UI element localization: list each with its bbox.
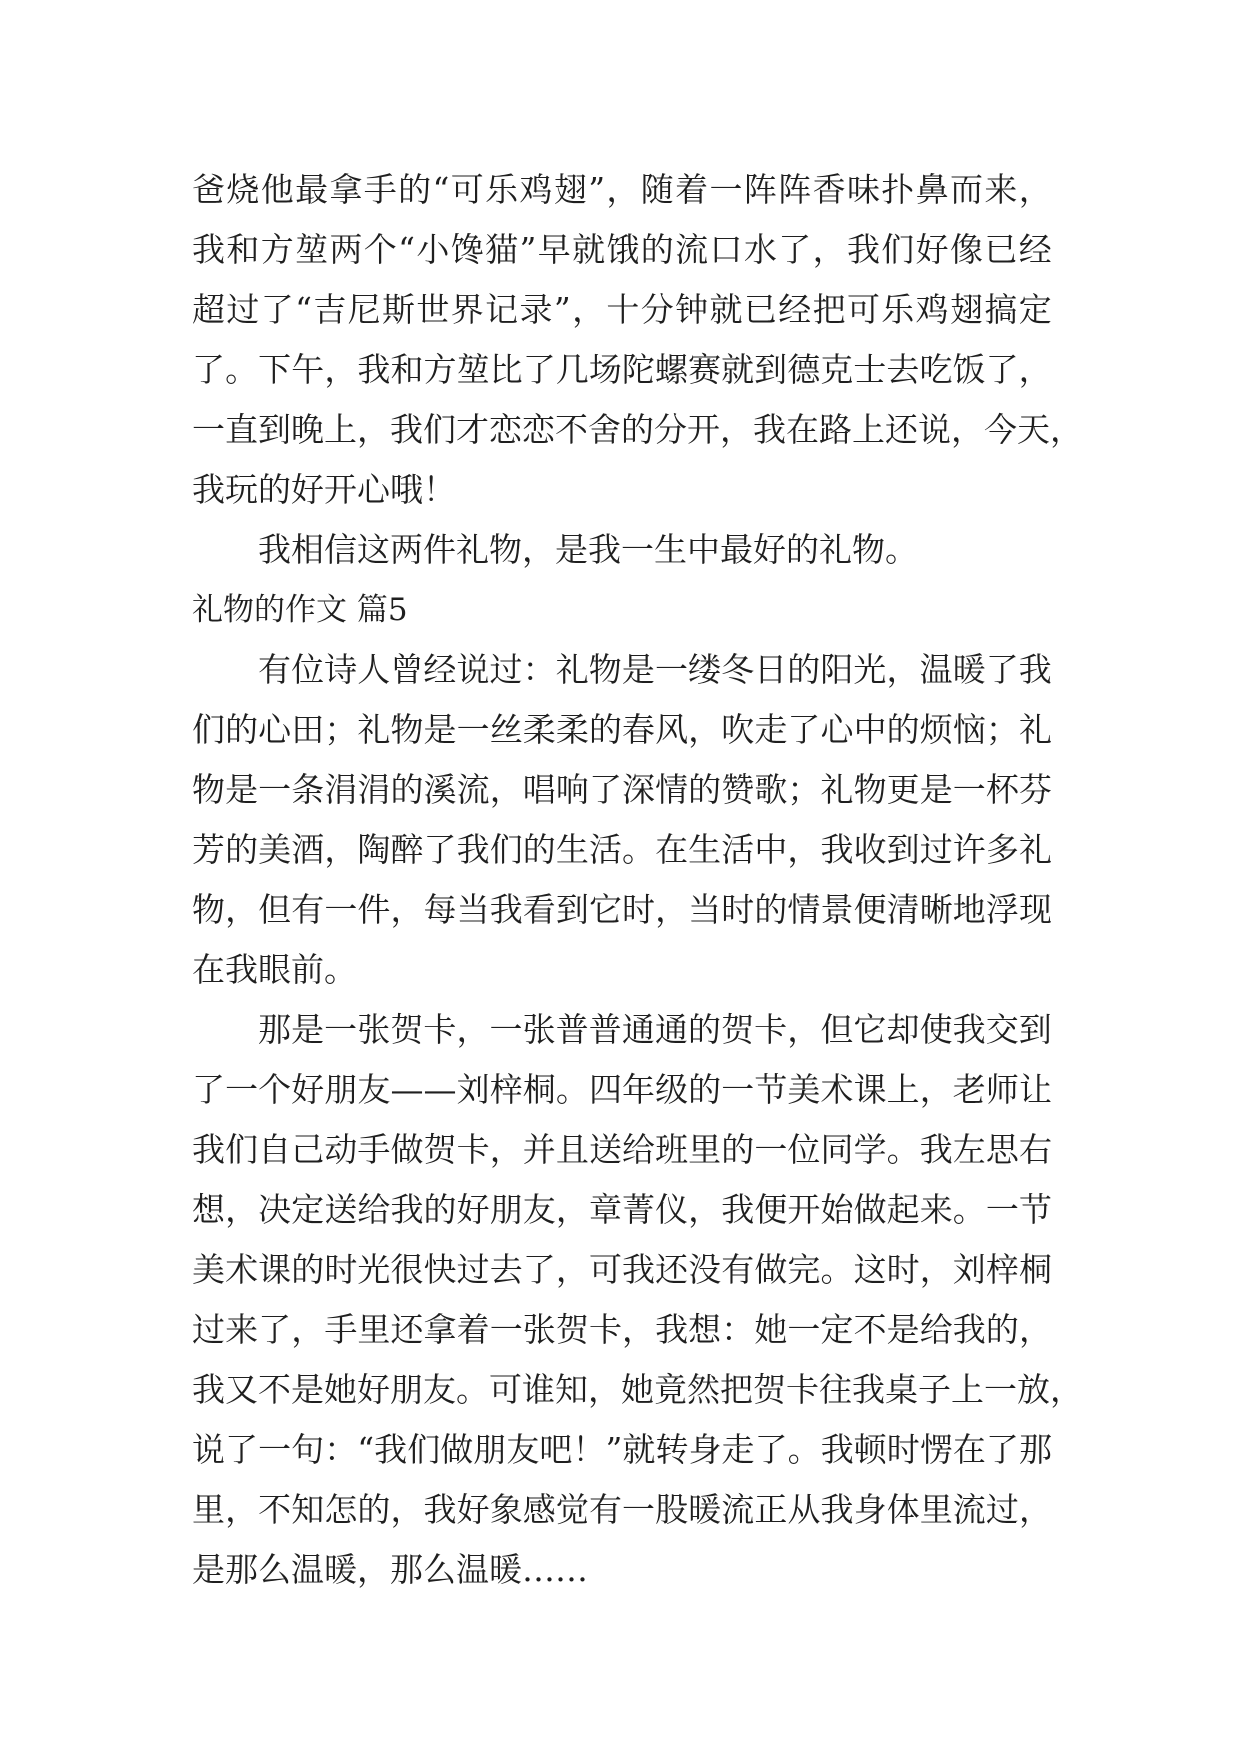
text-line: 我相信这两件礼物，是我一生中最好的礼物。 (258, 530, 918, 569)
text-line: 了 。 下 午 ， 我 和 方 堃 比 了 几 场 陀 螺 赛 就 到 德 克 士 去 吃 饭 了 ， (192, 350, 1052, 389)
text-line: 一 直 到 晚 上 ， 我 们 才 恋 恋 不 舍 的 分 开 ， 我 在 路 上 还 说 ， 今 天 ， (192, 410, 1083, 449)
text-line: 我玩的好开心哦！ (192, 470, 456, 509)
text-line: 想 ， 决 定 送 给 我 的 好 朋 友 ， 章 菁 仪 ， 我 便 开 始 做 起 来 。 一 节 (192, 1190, 1052, 1229)
text-line: 里 ， 不 知 怎 的 ， 我 好 象 感 觉 有 一 股 暖 流 正 从 我 身 体 里 流 过 ， (192, 1490, 1052, 1529)
paragraph (192, 1000, 1083, 1600)
paragraph (192, 160, 1083, 520)
text-line: 过 来 了 ， 手 里 还 拿 着 一 张 贺 卡 ， 我 想 ： 她 一 定 不 是 给 我 的 ， (192, 1310, 1052, 1349)
text-line: 在我眼前。 (192, 950, 357, 989)
text-line: 我 们 自 己 动 手 做 贺 卡 ， 并 且 送 给 班 里 的 一 位 同 学 。 我 左 思 右 (192, 1130, 1052, 1169)
text-line: 物 ， 但 有 一 件 ， 每 当 我 看 到 它 时 ， 当 时 的 情 景 便 清 晰 地 浮 现 (192, 890, 1052, 929)
text-line: 我 又 不 是 她 好 朋 友 。 可 谁 知 ， 她 竟 然 把 贺 卡 往 我 桌 子 上 一 放 ， (192, 1370, 1083, 1409)
text-line: 有 位 诗 人 曾 经 说 过 ： 礼 物 是 一 缕 冬 日 的 阳 光 ， 温 暖 了 我 (258, 650, 1052, 689)
document-body (192, 160, 1083, 1600)
text-line: 物 是 一 条 涓 涓 的 溪 流 ， 唱 响 了 深 情 的 赞 歌 ； 礼 物 更 是 一 杯 芬 (192, 770, 1052, 809)
text-line: 们 的 心 田 ； 礼 物 是 一 丝 柔 柔 的 春 风 ， 吹 走 了 心 中 的 烦 恼 ； 礼 (192, 710, 1052, 749)
text-line: 了 一 个 好 朋 友 — — 刘 梓 桐 。 四 年 级 的 一 节 美 术 课 上 ， 老 师 让 (192, 1070, 1052, 1109)
text-line: 芳 的 美 酒 ， 陶 醉 了 我 们 的 生 活 。 在 生 活 中 ， 我 收 到 过 许 多 礼 (192, 830, 1052, 869)
text-line: 那 是 一 张 贺 卡 ， 一 张 普 普 通 通 的 贺 卡 ， 但 它 却 使 我 交 到 (258, 1010, 1052, 1049)
paragraph (192, 520, 1052, 580)
text-line: 说 了 一 句 ： “ 我 们 做 朋 友 吧 ！ ” 就 转 身 走 了 。 我 顿 时 愣 在 了 那 (192, 1430, 1052, 1469)
text-line: 是那么温暖，那么温暖…… (192, 1550, 588, 1589)
text-line: 爸 烧 他 最 拿 手 的 “ 可 乐 鸡 翅 ” ， 随 着 一 阵 阵 香 味 扑 鼻 而 来 ， (192, 170, 1052, 209)
heading-line: 礼物的作文 篇5 (192, 592, 408, 628)
text-line: 我 和 方 堃 两 个 “ 小 馋 猫 ” 早 就 饿 的 流 口 水 了 ， 我 们 好 像 已 经 (192, 230, 1052, 269)
text-line: 超 过 了 “ 吉 尼 斯 世 界 记 录 ” ， 十 分 钟 就 已 经 把 可 乐 鸡 翅 搞 定 (192, 290, 1052, 329)
text-line: 美 术 课 的 时 光 很 快 过 去 了 ， 可 我 还 没 有 做 完 。 这 时 ， 刘 梓 桐 (192, 1250, 1052, 1289)
section-heading (192, 580, 1052, 640)
paragraph (192, 640, 1052, 1000)
